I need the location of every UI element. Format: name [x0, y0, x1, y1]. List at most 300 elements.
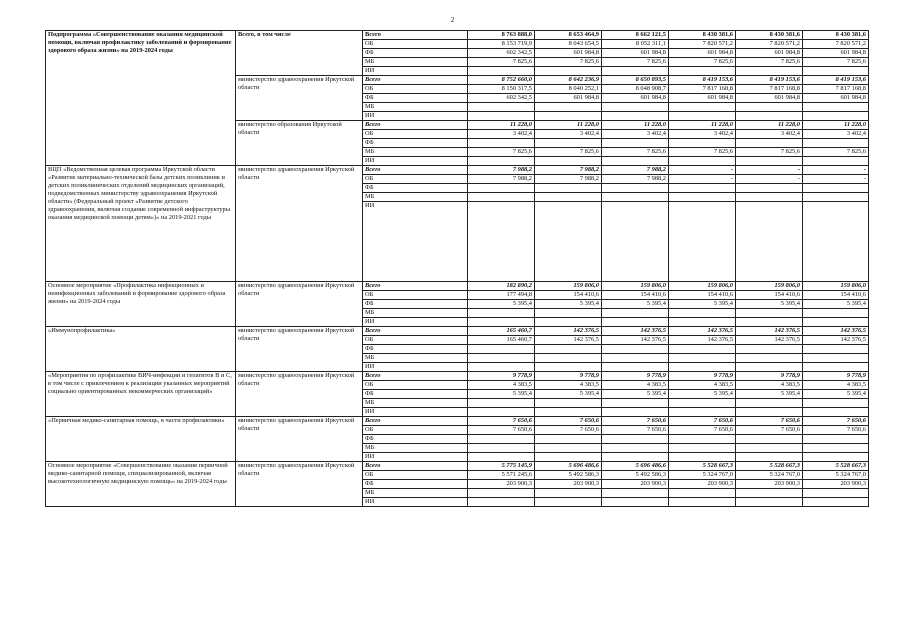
amount-cell: 5 395,4	[602, 390, 669, 399]
amount-cell: 7 650,6	[468, 417, 535, 426]
amount-cell: 142 376,5	[669, 336, 736, 345]
amount-cell: 5 696 486,6	[602, 462, 669, 471]
amount-cell: 159 806,0	[736, 282, 803, 291]
amount-cell	[669, 399, 736, 408]
amount-cell	[736, 139, 803, 148]
amount-cell: 7 825,6	[468, 58, 535, 67]
amount-cell	[468, 309, 535, 318]
amount-cell: 7 825,6	[803, 58, 869, 67]
amount-cell	[803, 193, 869, 202]
amount-cell: 7 825,6	[602, 58, 669, 67]
amount-cell: 5 492 586,3	[602, 471, 669, 480]
amount-cell	[468, 444, 535, 453]
amount-cell: 7 820 571,2	[736, 40, 803, 49]
amount-cell: 7 825,6	[602, 148, 669, 157]
amount-cell: 8 662 121,5	[602, 31, 669, 40]
amount-cell: 142 376,5	[669, 327, 736, 336]
funding-source-cell: ИИ	[363, 112, 468, 121]
amount-cell	[468, 489, 535, 498]
funding-source-cell: Всего	[363, 327, 468, 336]
amount-cell	[535, 363, 602, 372]
amount-cell: 142 376,5	[602, 327, 669, 336]
amount-cell: 7 650,6	[736, 417, 803, 426]
amount-cell	[535, 184, 602, 193]
amount-cell: 5 395,4	[602, 300, 669, 309]
amount-cell: 8 653 464,9	[535, 31, 602, 40]
amount-cell	[602, 309, 669, 318]
amount-cell: 5 528 667,3	[803, 462, 869, 471]
amount-cell	[468, 202, 535, 282]
amount-cell: 182 890,2	[468, 282, 535, 291]
amount-cell	[736, 318, 803, 327]
amount-cell: 601 984,8	[736, 49, 803, 58]
table-row	[46, 462, 869, 471]
funding-source-cell: ФБ	[363, 345, 468, 354]
amount-cell	[669, 309, 736, 318]
funding-source-cell: ОБ	[363, 130, 468, 139]
amount-cell: 4 383,5	[803, 381, 869, 390]
amount-cell: 601 984,8	[602, 94, 669, 103]
amount-cell: 5 775 145,9	[468, 462, 535, 471]
amount-cell	[602, 202, 669, 282]
amount-cell: 154 410,6	[535, 291, 602, 300]
amount-cell: 601 984,8	[535, 49, 602, 58]
amount-cell: 5 324 767,0	[803, 471, 869, 480]
funding-source-cell: МБ	[363, 58, 468, 67]
funding-source-cell: Всего	[363, 31, 468, 40]
amount-cell	[535, 399, 602, 408]
amount-cell	[602, 157, 669, 166]
amount-cell	[669, 408, 736, 417]
amount-cell: 154 410,6	[669, 291, 736, 300]
amount-cell	[535, 139, 602, 148]
funding-source-cell: ФБ	[363, 94, 468, 103]
funding-source-cell: ИИ	[363, 157, 468, 166]
funding-source-cell: ИИ	[363, 67, 468, 76]
funding-source-cell: ИИ	[363, 202, 468, 282]
amount-cell	[535, 157, 602, 166]
amount-cell	[602, 318, 669, 327]
funding-source-cell: ОБ	[363, 471, 468, 480]
executor-cell: Всего, в том числе	[236, 31, 363, 76]
amount-cell	[535, 318, 602, 327]
amount-cell	[602, 498, 669, 507]
amount-cell: 3 402,4	[468, 130, 535, 139]
funding-source-cell: МБ	[363, 354, 468, 363]
amount-cell	[803, 309, 869, 318]
amount-cell: 8 040 252,1	[535, 85, 602, 94]
amount-cell: 142 376,5	[736, 336, 803, 345]
amount-cell	[535, 103, 602, 112]
funding-source-cell: ОБ	[363, 85, 468, 94]
amount-cell	[669, 67, 736, 76]
table-row	[46, 282, 869, 291]
amount-cell	[736, 103, 803, 112]
amount-cell	[736, 363, 803, 372]
budget-table	[45, 30, 869, 507]
amount-cell	[468, 363, 535, 372]
amount-cell: 7 817 168,8	[669, 85, 736, 94]
amount-cell: 5 395,4	[669, 300, 736, 309]
amount-cell: 7 650,6	[602, 417, 669, 426]
amount-cell: 142 376,5	[736, 327, 803, 336]
amount-cell: 8 763 888,0	[468, 31, 535, 40]
amount-cell: -	[736, 175, 803, 184]
amount-cell	[602, 408, 669, 417]
amount-cell: 11 228,0	[736, 121, 803, 130]
amount-cell: 3 402,4	[736, 130, 803, 139]
amount-cell: 159 806,0	[602, 282, 669, 291]
amount-cell	[602, 489, 669, 498]
amount-cell	[669, 193, 736, 202]
amount-cell	[535, 193, 602, 202]
amount-cell	[736, 67, 803, 76]
amount-cell: 7 825,6	[736, 148, 803, 157]
funding-source-cell: ИИ	[363, 408, 468, 417]
amount-cell	[468, 193, 535, 202]
amount-cell	[602, 193, 669, 202]
amount-cell	[803, 103, 869, 112]
amount-cell: 203 900,3	[535, 480, 602, 489]
amount-cell: 154 410,6	[803, 291, 869, 300]
amount-cell: 4 383,5	[602, 381, 669, 390]
funding-source-cell: МБ	[363, 444, 468, 453]
funding-source-cell: ОБ	[363, 381, 468, 390]
amount-cell	[468, 345, 535, 354]
funding-source-cell: ОБ	[363, 40, 468, 49]
amount-cell: 5 528 667,3	[669, 462, 736, 471]
executor-cell: министерство здравоохранения Иркутской области	[236, 372, 363, 417]
amount-cell	[803, 498, 869, 507]
amount-cell: 5 324 767,0	[669, 471, 736, 480]
amount-cell	[535, 444, 602, 453]
amount-cell: 7 650,6	[535, 417, 602, 426]
amount-cell: 203 900,3	[736, 480, 803, 489]
amount-cell: 601 984,8	[803, 94, 869, 103]
amount-cell	[535, 202, 602, 282]
amount-cell	[803, 184, 869, 193]
amount-cell	[803, 345, 869, 354]
amount-cell	[736, 489, 803, 498]
amount-cell: -	[803, 166, 869, 175]
amount-cell	[535, 112, 602, 121]
amount-cell	[669, 444, 736, 453]
amount-cell	[468, 399, 535, 408]
amount-cell: 7 825,6	[468, 148, 535, 157]
funding-source-cell: Всего	[363, 372, 468, 381]
funding-source-cell: Всего	[363, 76, 468, 85]
amount-cell	[736, 112, 803, 121]
amount-cell	[535, 345, 602, 354]
amount-cell: 3 402,4	[535, 130, 602, 139]
amount-cell	[535, 67, 602, 76]
amount-cell	[468, 112, 535, 121]
amount-cell	[602, 139, 669, 148]
amount-cell: 8 642 236,9	[535, 76, 602, 85]
amount-cell	[468, 103, 535, 112]
amount-cell: 7 988,2	[535, 166, 602, 175]
amount-cell: -	[736, 166, 803, 175]
program-name-cell: Подпрограмма «Совершенствование оказания медицинской помощи, включая профилактику заболеваний и формирование здорового образа жизни» на 2019-2024 годы	[46, 31, 236, 166]
funding-source-cell: ФБ	[363, 300, 468, 309]
amount-cell	[803, 318, 869, 327]
amount-cell: 7 817 168,8	[736, 85, 803, 94]
funding-source-cell: ИИ	[363, 363, 468, 372]
amount-cell: 5 492 586,3	[535, 471, 602, 480]
funding-source-cell: ФБ	[363, 480, 468, 489]
amount-cell: 7 988,2	[602, 166, 669, 175]
amount-cell: 7 825,6	[535, 58, 602, 67]
funding-source-cell: МБ	[363, 193, 468, 202]
amount-cell	[669, 435, 736, 444]
amount-cell: 601 984,8	[602, 49, 669, 58]
amount-cell: 5 395,4	[736, 390, 803, 399]
amount-cell	[535, 435, 602, 444]
amount-cell	[803, 399, 869, 408]
funding-source-cell: Всего	[363, 282, 468, 291]
amount-cell	[669, 453, 736, 462]
amount-cell: 142 376,5	[535, 336, 602, 345]
program-name-cell: Основное мероприятие «Профилактика инфекционных и неинфекционных заболеваний и формирование здорового образа жизни» на 2019-2024 годы	[46, 282, 236, 327]
amount-cell	[736, 184, 803, 193]
amount-cell	[602, 435, 669, 444]
amount-cell	[669, 184, 736, 193]
executor-cell: министерство здравоохранения Иркутской области	[236, 282, 363, 327]
amount-cell	[602, 112, 669, 121]
amount-cell	[669, 345, 736, 354]
amount-cell: 7 650,6	[669, 426, 736, 435]
funding-source-cell: ИИ	[363, 318, 468, 327]
amount-cell	[669, 103, 736, 112]
table-row	[46, 372, 869, 381]
amount-cell	[468, 318, 535, 327]
amount-cell: 7 820 571,2	[669, 40, 736, 49]
amount-cell	[669, 354, 736, 363]
funding-source-cell: МБ	[363, 103, 468, 112]
amount-cell: 5 395,4	[535, 300, 602, 309]
amount-cell	[468, 498, 535, 507]
amount-cell: 142 376,5	[803, 336, 869, 345]
amount-cell: 4 383,5	[736, 381, 803, 390]
amount-cell	[602, 67, 669, 76]
amount-cell: 5 395,4	[468, 390, 535, 399]
amount-cell	[468, 184, 535, 193]
amount-cell	[535, 309, 602, 318]
amount-cell: 8 419 153,6	[803, 76, 869, 85]
amount-cell: 9 778,9	[736, 372, 803, 381]
amount-cell	[736, 345, 803, 354]
amount-cell	[669, 139, 736, 148]
amount-cell: 7 817 168,8	[803, 85, 869, 94]
executor-cell: министерство образования Иркутской области	[236, 121, 363, 166]
amount-cell: 203 900,3	[669, 480, 736, 489]
amount-cell	[803, 157, 869, 166]
funding-source-cell: ОБ	[363, 291, 468, 300]
amount-cell	[535, 408, 602, 417]
amount-cell	[803, 408, 869, 417]
amount-cell	[736, 399, 803, 408]
amount-cell	[669, 498, 736, 507]
amount-cell: 7 825,6	[669, 148, 736, 157]
amount-cell	[736, 309, 803, 318]
amount-cell: 177 494,8	[468, 291, 535, 300]
amount-cell: 8 430 381,6	[736, 31, 803, 40]
amount-cell	[669, 363, 736, 372]
amount-cell: 9 778,9	[803, 372, 869, 381]
amount-cell: 203 900,3	[803, 480, 869, 489]
amount-cell	[736, 157, 803, 166]
funding-source-cell: ФБ	[363, 390, 468, 399]
amount-cell	[736, 193, 803, 202]
funding-source-cell: МБ	[363, 309, 468, 318]
funding-source-cell: ФБ	[363, 49, 468, 58]
amount-cell	[669, 318, 736, 327]
amount-cell	[803, 202, 869, 282]
amount-cell: 8 150 317,5	[468, 85, 535, 94]
amount-cell	[468, 408, 535, 417]
amount-cell: 8 419 153,6	[669, 76, 736, 85]
amount-cell: 9 778,9	[669, 372, 736, 381]
amount-cell: 7 825,6	[535, 148, 602, 157]
funding-source-cell: ФБ	[363, 435, 468, 444]
amount-cell: 4 383,5	[468, 381, 535, 390]
amount-cell	[535, 453, 602, 462]
amount-cell	[468, 139, 535, 148]
program-name-cell: «Иммунопрофилактика»	[46, 327, 236, 372]
funding-source-cell: ОБ	[363, 336, 468, 345]
amount-cell	[535, 489, 602, 498]
amount-cell: 8 419 153,6	[736, 76, 803, 85]
amount-cell	[803, 139, 869, 148]
amount-cell: 8 430 381,6	[803, 31, 869, 40]
table-row	[46, 31, 869, 40]
amount-cell	[803, 453, 869, 462]
amount-cell: 601 984,8	[736, 94, 803, 103]
amount-cell	[803, 67, 869, 76]
amount-cell	[736, 354, 803, 363]
amount-cell: 602 342,5	[468, 49, 535, 58]
amount-cell	[535, 354, 602, 363]
amount-cell	[803, 444, 869, 453]
amount-cell: 8 650 893,5	[602, 76, 669, 85]
amount-cell: 601 984,8	[669, 49, 736, 58]
amount-cell: 5 395,4	[803, 390, 869, 399]
amount-cell	[468, 435, 535, 444]
amount-cell: 165 460,7	[468, 327, 535, 336]
amount-cell: 5 528 667,3	[736, 462, 803, 471]
amount-cell: -	[669, 166, 736, 175]
table-row	[46, 417, 869, 426]
funding-source-cell: ИИ	[363, 498, 468, 507]
amount-cell: 154 410,6	[602, 291, 669, 300]
amount-cell	[602, 103, 669, 112]
amount-cell	[803, 363, 869, 372]
funding-source-cell: Всего	[363, 166, 468, 175]
amount-cell	[669, 157, 736, 166]
amount-cell	[602, 354, 669, 363]
amount-cell	[602, 444, 669, 453]
executor-cell: министерство здравоохранения Иркутской области	[236, 76, 363, 121]
amount-cell	[736, 435, 803, 444]
amount-cell: 9 778,9	[535, 372, 602, 381]
funding-source-cell: Всего	[363, 121, 468, 130]
funding-source-cell: Всего	[363, 462, 468, 471]
funding-source-cell: ОБ	[363, 426, 468, 435]
amount-cell: 8 430 381,6	[669, 31, 736, 40]
funding-source-cell: ФБ	[363, 139, 468, 148]
amount-cell: 9 778,9	[468, 372, 535, 381]
amount-cell: 203 900,3	[602, 480, 669, 489]
amount-cell	[736, 453, 803, 462]
executor-cell: министерство здравоохранения Иркутской области	[236, 417, 363, 462]
amount-cell: 3 402,4	[602, 130, 669, 139]
amount-cell	[602, 453, 669, 462]
funding-source-cell: ФБ	[363, 184, 468, 193]
amount-cell: 7 650,6	[736, 426, 803, 435]
amount-cell: 601 984,8	[669, 94, 736, 103]
amount-cell: 4 383,5	[669, 381, 736, 390]
amount-cell: 5 395,4	[535, 390, 602, 399]
amount-cell	[736, 202, 803, 282]
program-name-cell: Основное мероприятие «Совершенствование оказания первичной медико-санитарной помощи, специализированной, включая высокотехнологичную медицинскую помощь» на 2019-2024 годы	[46, 462, 236, 507]
amount-cell	[736, 498, 803, 507]
executor-cell: министерство здравоохранения Иркутской области	[236, 462, 363, 507]
funding-source-cell: МБ	[363, 148, 468, 157]
amount-cell: 159 806,0	[535, 282, 602, 291]
amount-cell: 7 650,6	[468, 426, 535, 435]
amount-cell	[602, 345, 669, 354]
amount-cell: 7 988,2	[602, 175, 669, 184]
amount-cell: 7 988,2	[535, 175, 602, 184]
amount-cell: 165 460,7	[468, 336, 535, 345]
amount-cell: 7 650,6	[602, 426, 669, 435]
amount-cell: 5 571 245,6	[468, 471, 535, 480]
amount-cell: 142 376,5	[535, 327, 602, 336]
amount-cell: 11 228,0	[468, 121, 535, 130]
amount-cell: 601 984,8	[535, 94, 602, 103]
program-name-cell: ВЦП «Ведомственная целевая программа Иркутской области «Развитие материально-технической базы детских поликлиник и детских поликлинических отделений медицинских организаций, подведомственных министерству здравоохранения Иркутской области» (Федеральный проект «Развитие детского здравоохранения, включая создание современной инфраструктуры оказания медицинской помощи детям»)» на 2019-2021 годы	[46, 166, 236, 282]
amount-cell	[669, 112, 736, 121]
amount-cell: 203 900,3	[468, 480, 535, 489]
amount-cell: 7 650,6	[535, 426, 602, 435]
amount-cell: 11 228,0	[535, 121, 602, 130]
amount-cell: 7 650,6	[669, 417, 736, 426]
amount-cell	[669, 489, 736, 498]
amount-cell: 154 410,6	[736, 291, 803, 300]
amount-cell: 5 395,4	[803, 300, 869, 309]
amount-cell: 5 395,4	[468, 300, 535, 309]
amount-cell: 7 650,6	[803, 417, 869, 426]
amount-cell: 7 988,2	[468, 175, 535, 184]
amount-cell: -	[803, 175, 869, 184]
amount-cell: 7 820 571,2	[803, 40, 869, 49]
table-row	[46, 327, 869, 336]
amount-cell	[803, 112, 869, 121]
amount-cell: 8 043 654,5	[535, 40, 602, 49]
amount-cell	[468, 157, 535, 166]
amount-cell	[803, 435, 869, 444]
page-number: 2	[450, 16, 455, 24]
amount-cell	[602, 363, 669, 372]
amount-cell: 7 988,2	[468, 166, 535, 175]
program-name-cell: «Первичная медико-санитарная помощь, в части профилактики»	[46, 417, 236, 462]
amount-cell: 5 395,4	[669, 390, 736, 399]
funding-source-cell: МБ	[363, 489, 468, 498]
amount-cell: 7 825,6	[736, 58, 803, 67]
funding-source-cell: МБ	[363, 399, 468, 408]
amount-cell: 159 806,0	[669, 282, 736, 291]
amount-cell: 3 402,4	[803, 130, 869, 139]
